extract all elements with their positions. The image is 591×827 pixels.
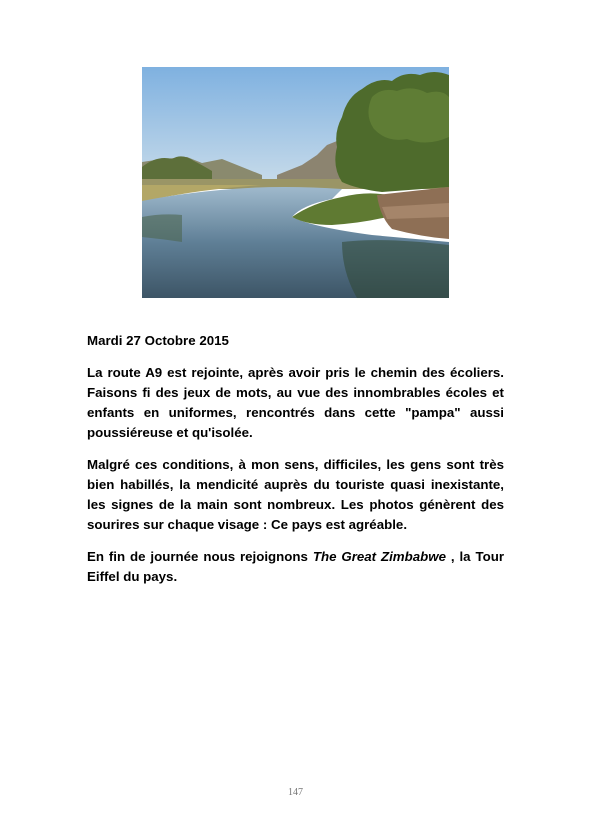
article-body bbox=[87, 331, 504, 599]
river-landscape-photo bbox=[142, 67, 449, 298]
great-zimbabwe-title: The Great Zimbabwe bbox=[312, 549, 447, 564]
paragraph-great-zimbabwe bbox=[87, 547, 504, 587]
paragraph-route-a9: La route A9 est rejointe, après avoir pris le chemin des écoliers. Faisons fi des jeux de mots, au vue des innombrables écoles et enfants en uniformes, rencontrés dans cette "pampa" aussi poussiéreuse et qu'isolée. bbox=[87, 365, 504, 440]
entry-date: Mardi 27 Octobre 2015 bbox=[87, 333, 229, 348]
closing-text-after: , la Tour Eiffel du pays. bbox=[87, 549, 505, 584]
paragraph-conditions: Malgré ces conditions, à mon sens, difficiles, les gens sont très bien habillés, la mendicité auprès du touriste quasi inexistante, les signes de la main sont nombreux. Les photos génèrent des sourires sur chaque visage : Ce pays est agréable. bbox=[87, 457, 504, 532]
page-number: 147 bbox=[288, 787, 303, 798]
closing-text-before: En fin de journée nous rejoignons bbox=[87, 549, 313, 564]
